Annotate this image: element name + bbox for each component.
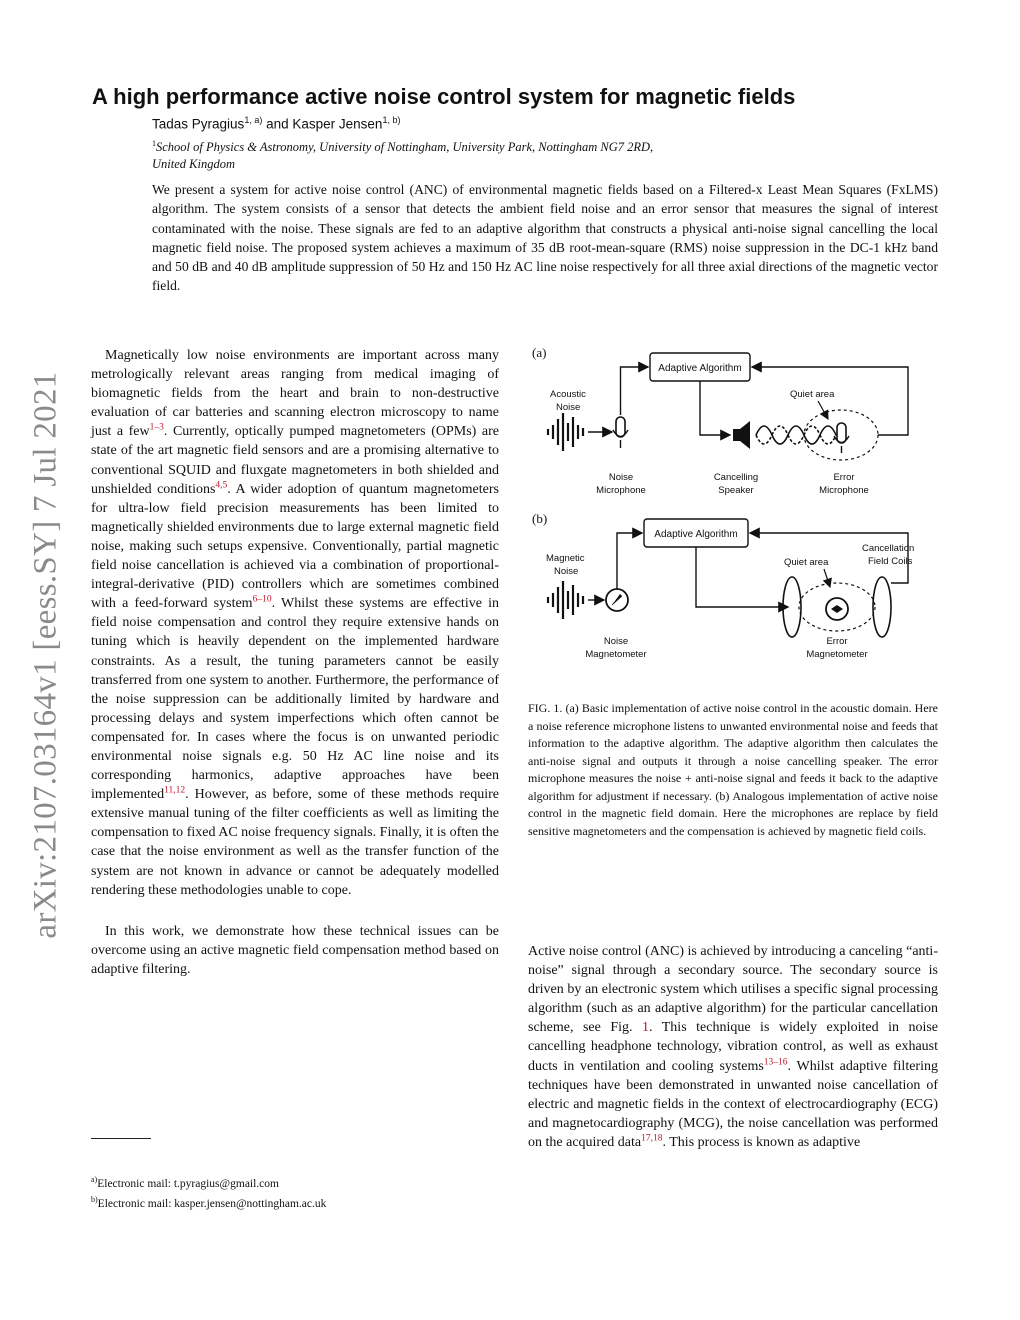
affiliation-line: School of Physics & Astronomy, University of Nottingham, University Park, Nottingham NG7 2RD,	[156, 140, 654, 155]
cancelling-speaker-icon	[733, 421, 750, 449]
citation-link[interactable]: 11,12	[164, 785, 186, 796]
error-microphone-label: Microphone	[819, 485, 869, 496]
footnote	[91, 1192, 499, 1212]
caption-lead: FIG. 1.	[528, 701, 563, 715]
figure-1	[528, 343, 940, 683]
body-text: . Currently, optically pumped magnetometers (OPMs) are state of the art magnetic field sensors and are a promising alternative to conventional SQUID and fluxgate magnetometers in both shielded and unshielded conditions	[91, 424, 499, 497]
author-line	[152, 115, 400, 132]
adaptive-algorithm-label: Adaptive Algorithm	[658, 363, 742, 374]
acoustic-noise-label: Acoustic	[550, 389, 586, 400]
noise-microphone-label: Microphone	[596, 485, 646, 496]
citation-link[interactable]: 4,5	[215, 480, 228, 490]
error-microphone-icon	[834, 423, 849, 453]
error-magnetometer-label: Error	[826, 636, 848, 647]
affiliation-line: United Kingdom	[152, 157, 235, 172]
quiet-area-label: Quiet area	[790, 389, 835, 400]
author-marks: 1, a)	[244, 115, 263, 125]
intro-paragraph	[91, 346, 499, 900]
footnote-text: Electronic mail: kasper.jensen@nottingham.ac.uk	[97, 1198, 327, 1211]
adaptive-algorithm-label: Adaptive Algorithm	[654, 529, 738, 540]
citation-link[interactable]: 1–3	[149, 422, 164, 433]
noise-microphone-label: Noise	[608, 472, 634, 483]
body-text: . This process is known as adaptive	[662, 1134, 861, 1150]
error-microphone-label: Error	[833, 472, 855, 483]
body-text: . Whilst adaptive filtering techniques have been demonstrated in unwanted noise cancellation of electric and magnetic fields in the context of electrocardiography (ECG) and magnetocardiography (MCG), the noise cancellation was performed on the acquired data	[528, 1058, 938, 1150]
footnote	[91, 1172, 499, 1192]
acoustic-noise-label: Noise	[556, 402, 581, 413]
magnetic-wave-icon	[548, 581, 583, 619]
right-column	[528, 942, 938, 1152]
left-column	[91, 346, 499, 979]
magnetic-noise-label: Noise	[554, 566, 579, 577]
author-marks: 1, b)	[382, 115, 401, 125]
figure-caption	[528, 700, 938, 840]
abstract: We present a system for active noise control (ANC) of environmental magnetic fields based on a Filtered-x Least Mean Squares (FxLMS) algorithm. The system consists of a sensor that detects the ambient field noise and an error sensor that measures the signal of interest contaminated with the noise. These signals are fed to an adaptive algorithm that constructs a physical anti-noise signal cancelling the local magnetic field noise. The proposed system achieves a maximum of 35 dB root-mean-square (RMS) noise suppression in the DC-1 kHz band and 50 dB and 40 dB amplitude suppression of 50 Hz and 150 Hz AC line noise respectively for all three axial directions of the magnetic vector field.	[152, 182, 938, 294]
cancelling-speaker-label: Cancelling	[713, 472, 759, 483]
author-name: Tadas Pyragius	[152, 116, 245, 132]
magnetic-noise-label: Magnetic	[546, 553, 585, 564]
body-text: . Whilst these systems are effective in field noise compensation and control they require extensive hands on tuning which is heavily dependent on the implemented hardware constraints. As a result, the tuning parameters cannot be easily transferred from one system to another. Furthermore, the performance of the noise suppression can be additionally limited by hardware and processing delays and system imperfections which often cannot be compensated for. In cases where the focus is on unwanted periodic environmental noise signals e.g. 50 Hz AC line noise and its corresponding harmonics, adaptive approaches have been implemented	[91, 596, 499, 803]
citation-link[interactable]: 6–10	[252, 594, 272, 605]
affiliation	[152, 135, 932, 173]
work-paragraph: In this work, we demonstrate how these technical issues can be overcome using an active magnetic field compensation method based on adaptive filtering.	[91, 923, 499, 977]
sound-wave-icon	[548, 413, 583, 451]
panel-label-a: (a)	[532, 345, 547, 360]
footnote-mark: b)	[91, 1195, 98, 1205]
error-magnetometer-icon	[826, 598, 848, 620]
quiet-area-label: Quiet area	[784, 557, 829, 568]
noise-microphone-icon	[613, 417, 628, 448]
body-text: . However, as before, some of these methods require extensive manual tuning of the filter coefficients as well as limiting the compensation to fixed AC noise frequency signals. Finally, it is often the case that the noise environment as well as the transfer function of the system are not known in advance or cannot be adequately modelled rendering these methodologies unable to cope.	[91, 787, 499, 898]
cancelling-speaker-label: Speaker	[718, 485, 754, 496]
body-text: . This technique is widely exploited in noise cancelling headphone technology, vibration control, as well as exhaust ducts in ventilation and cooling systems	[528, 1020, 938, 1074]
author-connector: and Kasper Jensen	[266, 116, 383, 132]
caption-text: (a) Basic implementation of active noise control in the acoustic domain. Here a noise reference microphone listens to unwanted environmental noise and feeds that information to the adaptive algorithm. The adaptive algorithm then calculates the anti-noise signal and outputs it through a noise cancelling speaker. The error microphone measures the noise + anti-noise signal and feeds it back to the adaptive algorithm for adjustment if necessary. (b) Analogous implementation of active noise control in the magnetic field domain. Here the microphones are replace by field sensitive magnetometers and the compensation is achieved by magnetic field coils.	[528, 701, 938, 838]
noise-magnetometer-label: Noise	[603, 636, 629, 647]
anti-noise-wave	[756, 426, 836, 444]
figure-diagram	[528, 343, 940, 683]
footnote-mark: a)	[91, 1175, 98, 1184]
arxiv-identifier-text: arXiv:2107.03164v1 [eess.SY] 7 Jul 2021	[27, 371, 64, 939]
body-text: Active noise control (ANC) is achieved by introducing a canceling “anti-noise” signal through a secondary source. The secondary source is driven by an electronic system which utilises a specific signal processing algorithm (such as an adaptive algorithm) for the particular cancellation scheme, see Fig.	[528, 944, 938, 1036]
affiliation-mark: 1	[152, 139, 156, 148]
citation-link[interactable]: 13–16	[763, 1056, 788, 1067]
paper-title: A high performance active noise control system for magnetic fields	[92, 84, 796, 109]
body-text: Magnetically low noise environments are important across many metrologically relevant areas ranging from medical imaging of biomagnetic fields from the heart and brain to non-destructive evaluation of car batteries and scanning electron microscopy to name just a few	[91, 348, 499, 440]
body-text: . A wider adoption of quantum magnetometers for ultra-low field precision measurements has been limited to magnetically shielded environments due to large external magnetic field noise, making such setups expensive. Conventionally, partial magnetic field noise cancellation is achieved via a combination of proportional-integral-derivative (PID) controllers which are sometimes combined with a feed-forward system	[91, 481, 499, 612]
noise-magnetometer-icon	[606, 589, 628, 611]
cancellation-coils-label: Field Coils	[868, 556, 913, 567]
error-magnetometer-label: Magnetometer	[806, 649, 868, 660]
footnotes	[91, 1172, 499, 1213]
arxiv-identifier-stamp	[26, 360, 66, 950]
field-coil-right	[873, 577, 891, 637]
noise-magnetometer-label: Magnetometer	[585, 649, 647, 660]
footnote-divider	[91, 1138, 151, 1139]
cancellation-coils-label: Cancellation	[862, 543, 915, 554]
citation-link[interactable]: 17,18	[641, 1133, 663, 1144]
footnote-text: Electronic mail: t.pyragius@gmail.com	[97, 1177, 279, 1190]
panel-label-b: (b)	[532, 511, 548, 526]
figure-reference-link[interactable]: 1	[642, 1020, 650, 1036]
